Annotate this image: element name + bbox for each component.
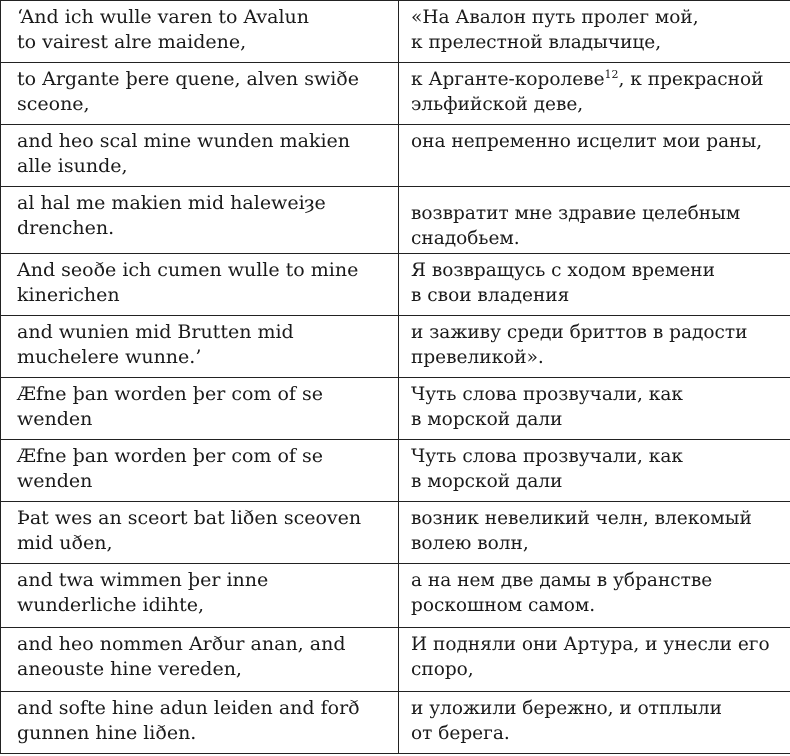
original-verse-cell xyxy=(1,63,399,125)
original-verse-cell xyxy=(1,254,399,316)
verse-line: sceone, xyxy=(17,93,90,115)
table-row xyxy=(1,316,790,378)
verse-line: muchelere wunne.’ xyxy=(17,346,202,368)
verse-line: al hal me makien mid haleweiȝe xyxy=(17,192,326,214)
translation-line: роскошном самом. xyxy=(411,595,596,616)
original-verse-cell xyxy=(1,316,399,378)
original-verse-cell xyxy=(1,440,399,502)
translation-line: в морской дали xyxy=(411,471,563,492)
verse-line: to vairest alre maidene, xyxy=(17,31,247,53)
table-row xyxy=(1,564,790,628)
translation-cell xyxy=(399,502,790,564)
original-verse-cell xyxy=(1,628,399,692)
translation-line: и уложили бережно, и отплыли xyxy=(411,698,722,719)
original-verse-cell xyxy=(1,378,399,440)
original-verse-cell xyxy=(1,187,399,254)
verse-line: and twa wimmen þer inne xyxy=(17,569,269,591)
table-row xyxy=(1,63,790,125)
verse-line: and heo nommen Arður anan, and xyxy=(17,633,346,655)
translation-line: от берега. xyxy=(411,723,510,744)
table-row xyxy=(1,440,790,502)
verse-line: And seoðe ich cumen wulle to mine xyxy=(17,259,359,281)
translation-line: возвратит мне здравие целебным xyxy=(411,203,741,224)
translation-cell xyxy=(399,1,790,63)
verse-line: ‘And ich wulle varen to Avalun xyxy=(17,6,310,28)
translation-line: к прелестной владычице, xyxy=(411,32,662,53)
translation-line: в морской дали xyxy=(411,409,563,430)
translation-line: превеликой». xyxy=(411,347,544,368)
verse-line: Æfne þan worden þer com of se xyxy=(17,445,323,467)
translation-line: Чуть слова прозвучали, как xyxy=(411,446,683,467)
verse-line: wenden xyxy=(17,470,93,492)
translation-cell xyxy=(399,440,790,502)
table-row xyxy=(1,502,790,564)
original-verse-cell xyxy=(1,564,399,628)
original-verse-cell xyxy=(1,692,399,754)
translation-line: снадобьем. xyxy=(411,228,520,249)
translation-line: возник невеликий челн, влекомый xyxy=(411,508,752,529)
translation-cell xyxy=(399,187,790,254)
translation-line: эльфийской деве, xyxy=(411,94,584,115)
verse-line: gunnen hine liðen. xyxy=(17,722,197,744)
translation-cell xyxy=(399,692,790,754)
translation-cell xyxy=(399,628,790,692)
translation-text: к Арганте-королеве xyxy=(411,69,605,90)
translation-line: «На Авалон путь пролег мой, xyxy=(411,7,699,28)
verse-line: and softe hine adun leiden and forð xyxy=(17,697,360,719)
verse-line: wenden xyxy=(17,408,93,430)
table-row xyxy=(1,692,790,754)
translation-cell xyxy=(399,564,790,628)
translation-cell xyxy=(399,254,790,316)
table-row xyxy=(1,378,790,440)
table-row xyxy=(1,187,790,254)
translation-line: И подняли они Артура, и унесли его xyxy=(411,634,770,655)
original-verse-cell xyxy=(1,1,399,63)
translation-text: , к прекрасной xyxy=(618,69,764,90)
translation-line: Я возвращусь с ходом времени xyxy=(411,260,715,281)
verse-line: kinerichen xyxy=(17,284,120,306)
translation-line: споро, xyxy=(411,659,474,680)
verse-line: mid uðen, xyxy=(17,532,113,554)
table-row xyxy=(1,125,790,187)
translation-cell xyxy=(399,63,790,125)
original-verse-cell xyxy=(1,125,399,187)
original-verse-cell xyxy=(1,502,399,564)
translation-line xyxy=(411,67,780,92)
verse-line: drenchen. xyxy=(17,217,115,239)
footnote-marker: 12 xyxy=(604,67,619,81)
table-row xyxy=(1,628,790,692)
translation-line: Чуть слова прозвучали, как xyxy=(411,384,683,405)
table-row xyxy=(1,254,790,316)
translation-cell xyxy=(399,316,790,378)
verse-line: and heo scal mine wunden makien xyxy=(17,130,351,152)
verse-line: and wunien mid Brutten mid xyxy=(17,321,294,343)
verse-line: Æfne þan worden þer com of se xyxy=(17,383,323,405)
translation-cell xyxy=(399,125,790,187)
verse-line: Þat wes an sceort bat liðen sceoven xyxy=(17,507,362,529)
translation-line: а на нем две дамы в убранстве xyxy=(411,570,713,591)
translation-cell xyxy=(399,378,790,440)
translation-line: волею волн, xyxy=(411,533,529,554)
verse-line: alle isunde, xyxy=(17,155,128,177)
table-row xyxy=(1,1,790,63)
translation-line: в свои владения xyxy=(411,285,570,306)
verse-line: to Argante þere quene, alven swiðe xyxy=(17,68,359,90)
verse-line: aneouste hine vereden, xyxy=(17,658,242,680)
translation-line: и заживу среди бриттов в радости xyxy=(411,322,748,343)
verse-line: wunderliche idihte, xyxy=(17,594,205,616)
translation-line: она непременно исцелит мои раны, xyxy=(411,131,763,152)
